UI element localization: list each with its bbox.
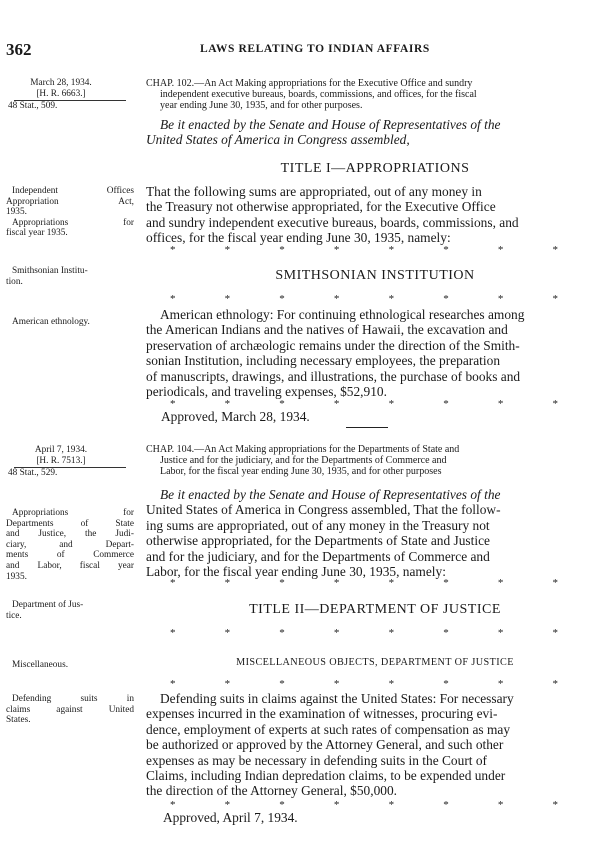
star: *: [443, 627, 449, 639]
act1-approved-date: Approved, March 28, 1934.: [161, 409, 310, 424]
star: *: [388, 398, 395, 410]
ellipsis-stars: [170, 244, 558, 256]
american-ethnology-paragraph: American ethnology: For continuing ethnological researches among the American Indians and the natives of Hawaii, the excavation and preservation of archæologic remains under the direction of the Smith- sonian Institution, including necessary employees, the preparation of manuscripts, drawings, and illustrations, the purchase of books and periodicals, and traveling expenses, $52,910.: [146, 307, 525, 400]
star: *: [170, 244, 176, 256]
margin-note-department-of-justice: Department of Jus- tice.: [6, 600, 84, 621]
star: *: [443, 293, 449, 305]
star: *: [388, 627, 395, 639]
star: *: [388, 577, 395, 589]
star: *: [170, 678, 176, 690]
star: *: [170, 293, 176, 305]
star: *: [388, 678, 395, 690]
margin-note-smithsonian: Smithsonian Institu- tion.: [6, 266, 88, 287]
star: *: [279, 678, 285, 690]
star: *: [552, 799, 558, 811]
star: *: [170, 627, 176, 639]
star: *: [224, 293, 231, 305]
act1-chapter-heading: CHAP. 102.—An Act Making appropriations for the Executive Office and sundry independent executive bureaus, boards, commissions, and offices, for the fiscal year ending June 30, 1935, and for other purposes.: [146, 78, 477, 112]
act2-date: April 7, 1934.: [34, 445, 88, 455]
star: *: [552, 398, 558, 410]
ellipsis-stars: [170, 293, 558, 305]
star: *: [388, 799, 395, 811]
star: *: [552, 627, 558, 639]
star: *: [333, 678, 340, 690]
act2-stat: 48 Stat., 529.: [8, 468, 58, 479]
star: *: [552, 577, 558, 589]
ellipsis-stars: [170, 678, 558, 690]
star: *: [224, 799, 231, 811]
margin-note-american-ethnology: American ethnology.: [12, 317, 90, 327]
star: *: [224, 678, 231, 690]
star: *: [279, 398, 285, 410]
star: *: [497, 678, 504, 690]
star: *: [388, 244, 395, 256]
star: *: [443, 799, 449, 811]
ellipsis-stars: [170, 627, 558, 639]
star: *: [224, 577, 231, 589]
star: *: [170, 577, 176, 589]
star: *: [552, 244, 558, 256]
star: *: [497, 244, 504, 256]
title-ii-heading: TITLE II—DEPARTMENT OF JUSTICE: [249, 602, 501, 617]
act1-margin-citation: [6, 78, 138, 112]
star: *: [279, 293, 285, 305]
star: *: [497, 293, 504, 305]
margin-note-defending-suits: Defending suits in claims against United States.: [6, 694, 134, 726]
running-head: LAWS RELATING TO INDIAN AFFAIRS: [200, 43, 430, 55]
star: *: [552, 293, 558, 305]
smithsonian-heading: SMITHSONIAN INSTITUTION: [275, 268, 475, 283]
margin-note-miscellaneous: Miscellaneous.: [12, 660, 69, 670]
star: *: [497, 799, 504, 811]
star: *: [279, 799, 285, 811]
star: *: [279, 244, 285, 256]
star: *: [443, 244, 449, 256]
star: *: [333, 627, 340, 639]
star: *: [552, 678, 558, 690]
act2-enacting-clause: Be it enacted by the Senate and House of Representatives of the United States of America in Congress assembled, That the follow- ing sums are appropriated, out of any money in the Treasury not otherwise appropriated, for the Departments of State and Justice and for the judiciary, and for the Departments of Commerce and Labor, for the fiscal year ending June 30, 1935, namely:: [146, 487, 501, 580]
star: *: [170, 799, 176, 811]
act2-chapter-heading: CHAP. 104.—An Act Making appropriations for the Departments of State and Justice and for the judiciary, and for the Departments of Commerce and Labor, for the fiscal year ending June 30, 1935, and for other purposes: [146, 444, 460, 478]
star: *: [497, 398, 504, 410]
star: *: [333, 293, 340, 305]
star: *: [443, 678, 449, 690]
star: *: [224, 627, 231, 639]
star: *: [497, 577, 504, 589]
star: *: [170, 398, 176, 410]
act2-approved-date: Approved, April 7, 1934.: [163, 810, 298, 825]
star: *: [497, 627, 504, 639]
ellipsis-stars: [170, 577, 558, 589]
star: *: [279, 577, 285, 589]
star: *: [443, 577, 449, 589]
act1-stat: 48 Stat., 509.: [8, 101, 58, 112]
approved-rule: [346, 427, 388, 428]
margin-note-independent-offices: Independent Offices Appropriation Act, 1935. Appropriations for fiscal year 1935.: [6, 186, 134, 239]
act2-margin-citation: [6, 445, 138, 479]
star: *: [388, 293, 395, 305]
star: *: [224, 244, 231, 256]
star: *: [279, 627, 285, 639]
miscellaneous-heading: MISCELLANEOUS OBJECTS, DEPARTMENT OF JUSTICE: [236, 657, 514, 668]
act2-hr-number: [H. R. 7513.]: [36, 455, 86, 466]
margin-note-appropriations-depts: Appropriations for Departments of State and Justice, the Judi- ciary, and Depart- ments of Commerce and Labor, fiscal year 1935.: [6, 508, 134, 582]
star: *: [333, 398, 340, 410]
star: *: [443, 398, 449, 410]
act1-enacting-clause: Be it enacted by the Senate and House of Representatives of the United States of America in Congress assembled,: [146, 117, 501, 148]
star: *: [333, 799, 340, 811]
star: *: [333, 577, 340, 589]
defending-suits-paragraph: Defending suits in claims against the United States: For necessary expenses incurred in the examination of witnesses, procuring evi- dence, employment of experts at such rates of compensation as may be authorized or approved by the Attorney General, and such other expenses as may be necessary in defending suits in the Court of Claims, including Indian depredation claims, to be expended under the direction of the Attorney General, $50,000.: [146, 691, 514, 799]
act1-date: March 28, 1934.: [30, 78, 92, 88]
page-number: 362: [6, 40, 32, 59]
act1-hr-number: [H. R. 6663.]: [36, 88, 86, 99]
title-i-heading: TITLE I—APPROPRIATIONS: [280, 161, 470, 176]
act1-appropriation-paragraph: That the following sums are appropriated, out of any money in the Treasury not otherwise appropriated, for the Executive Office and sundry independent executive bureaus, boards, commissions, and offices, for the fiscal year ending June 30, 1935, namely:: [146, 184, 519, 246]
star: *: [333, 244, 340, 256]
star: *: [224, 398, 231, 410]
